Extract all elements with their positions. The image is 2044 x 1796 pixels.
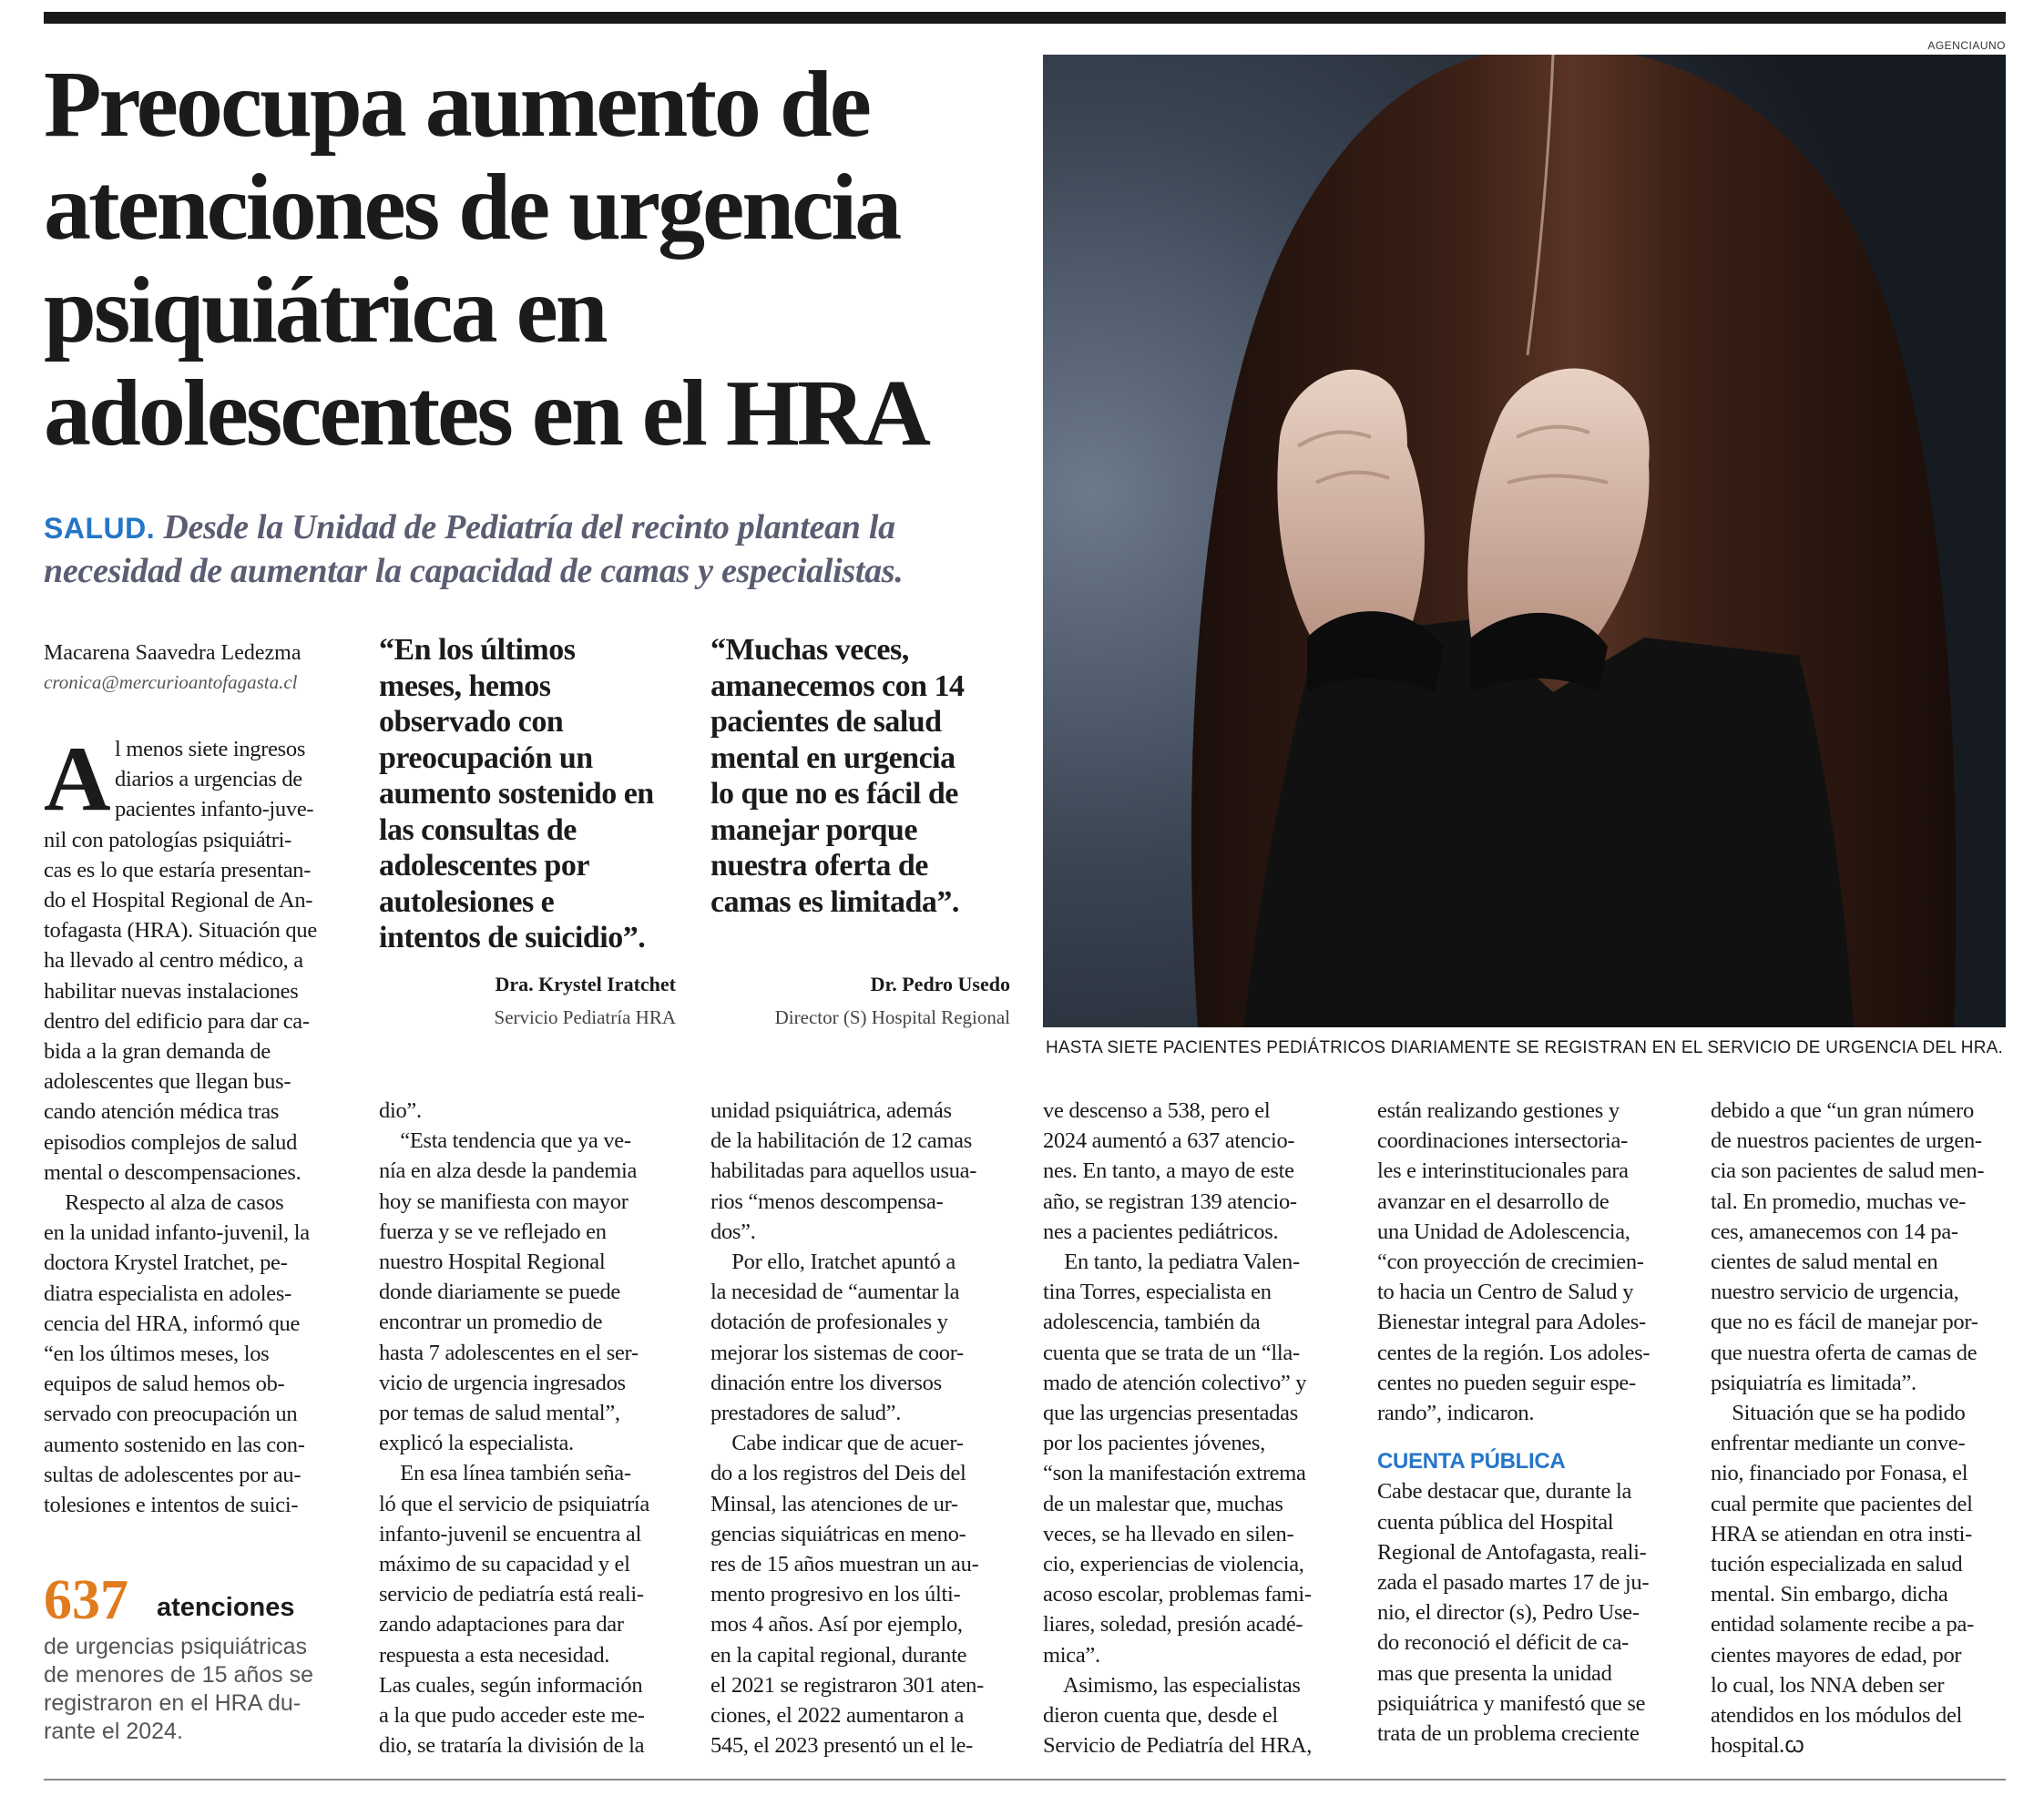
- stat-line: de urgencias psiquiátricas: [44, 1634, 308, 1659]
- quote-line: lo que no es fácil de: [710, 777, 958, 811]
- body-line: entidad solamente recibe a pa-: [1711, 1612, 1974, 1638]
- body-line: psiquiatría es limitada”.: [1711, 1370, 1916, 1395]
- body-line: mental. Sin embargo, dicha: [1711, 1582, 1948, 1607]
- stat-line: rante el 2024.: [44, 1719, 183, 1744]
- body-line: mental o descompensaciones.: [44, 1159, 301, 1185]
- body-line: una Unidad de Adolescencia,: [1377, 1219, 1630, 1244]
- body-line: dos”.: [710, 1219, 756, 1244]
- body-line: ciones, el 2022 aumentaron a: [710, 1703, 965, 1729]
- body-line: Minsal, las atenciones de ur-: [710, 1491, 958, 1516]
- body-line: cas es lo que estaría presentan-: [44, 857, 312, 883]
- body-line: centes no pueden seguir espe-: [1377, 1370, 1636, 1395]
- body-line: veces, se ha llevado en silen-: [1043, 1521, 1294, 1546]
- headline: [44, 53, 1027, 464]
- body-line: por temas de salud mental”,: [379, 1401, 620, 1426]
- body-line: atendidos en los módulos del: [1711, 1703, 1963, 1729]
- quote-line: aumento sostenido en: [379, 777, 654, 811]
- bottom-rule: [44, 1779, 2006, 1781]
- body-line: lo cual, los NNA deben ser: [1711, 1672, 1945, 1698]
- body-line: que no es fácil de manejar por-: [1711, 1310, 1978, 1335]
- body-line: nuestro Hospital Regional: [379, 1250, 606, 1275]
- body-line-final: [1711, 1730, 2006, 1760]
- stat-number: 637: [44, 1569, 128, 1631]
- body-line: “con proyección de crecimien-: [1377, 1250, 1644, 1275]
- pull-quote-usedo: [710, 632, 1011, 920]
- body-line: doctora Krystel Iratchet, pe-: [44, 1250, 288, 1276]
- body-line: Asimismo, las especialistas: [1043, 1672, 1301, 1698]
- body-line: que nuestra oferta de camas de: [1711, 1340, 1978, 1365]
- quote-line: manejar porque: [710, 812, 917, 847]
- photo-illustration: [1043, 55, 2006, 1027]
- quote-line: “En los últimos: [379, 633, 576, 667]
- body-line: tolesiones e intentos de suici-: [44, 1493, 299, 1518]
- body-line: cio, experiencias de violencia,: [1043, 1552, 1304, 1577]
- quote-line: pacientes de salud: [710, 705, 942, 739]
- body-line: nía en alza desde la pandemia: [379, 1158, 638, 1184]
- lead-paragraph: [44, 506, 1027, 593]
- quote-line: adolescentes por: [379, 849, 589, 883]
- body-line: nes a pacientes pediátricos.: [1043, 1219, 1279, 1244]
- body-line: encontrar un promedio de: [379, 1310, 603, 1335]
- body-column-4: [1043, 1096, 1344, 1760]
- body-line: HRA se atiendan en otra insti-: [1711, 1521, 1972, 1546]
- quote-line: intentos de suicidio”.: [379, 921, 646, 954]
- stat-description: [44, 1633, 344, 1746]
- body-line: liares, soledad, presión acadé-: [1043, 1612, 1303, 1638]
- body-line: res de 15 años muestran un au-: [710, 1552, 979, 1577]
- body-line: tina Torres, especialista en: [1043, 1280, 1272, 1305]
- body-line: rios “menos descompensa-: [710, 1189, 944, 1214]
- body-line: nil con patologías psiquiátri-: [44, 827, 292, 852]
- body-line: nes. En tanto, a mayo de este: [1043, 1158, 1294, 1184]
- headline-line: adolescentes en el HRA: [44, 361, 928, 465]
- body-column-3: [710, 1096, 1011, 1760]
- body-line: unidad psiquiátrica, además: [710, 1098, 952, 1123]
- top-rule: [44, 12, 2006, 24]
- body-line: les e interinstitucionales para: [1377, 1158, 1629, 1184]
- body-line: Cabe indicar que de acuer-: [710, 1431, 964, 1456]
- body-line: zando adaptaciones para dar: [379, 1612, 624, 1638]
- body-line: explicó la especialista.: [379, 1431, 574, 1456]
- body-line: mas que presenta la unidad: [1377, 1660, 1612, 1686]
- body-line: mado de atención colectivo” y: [1043, 1370, 1307, 1395]
- stat-line: registraron en el HRA du-: [44, 1690, 301, 1716]
- quote-line: las consultas de: [379, 812, 577, 847]
- body-line: nuestro servicio de urgencia,: [1711, 1280, 1959, 1305]
- body-line: 2024 aumentó a 637 atencio-: [1043, 1128, 1295, 1154]
- body-line: l menos siete ingresos: [115, 737, 306, 761]
- body-line: hoy se manifiesta con mayor: [379, 1189, 629, 1214]
- body-line: el 2021 se registraron 301 aten-: [710, 1672, 984, 1698]
- body-line: centes de la región. Los adoles-: [1377, 1340, 1651, 1365]
- body-column-1: [44, 728, 344, 1520]
- body-line: diarios a urgencias de: [115, 767, 302, 792]
- spacer: [1377, 1428, 1678, 1446]
- body-line: diatra especialista en adoles-: [44, 1281, 291, 1306]
- body-line: cando atención médica tras: [44, 1099, 280, 1125]
- pull-quote-iratchet: [379, 632, 680, 956]
- body-line: trata de un problema creciente: [1377, 1721, 1640, 1747]
- body-line: dinación entre los diversos: [710, 1370, 942, 1395]
- body-line: habilitar nuevas instalaciones: [44, 978, 299, 1004]
- body-line: cuenta pública del Hospital: [1377, 1509, 1614, 1535]
- end-mark-icon: ꞷ: [1784, 1733, 1804, 1759]
- body-line: episodios complejos de salud: [44, 1129, 298, 1155]
- drop-cap: A: [44, 728, 111, 831]
- stat-line: de menores de 15 años se: [44, 1662, 314, 1688]
- byline-email[interactable]: cronica@mercurioantofagasta.cl: [44, 671, 298, 693]
- body-line: máximo de su capacidad y el: [379, 1552, 630, 1577]
- body-line: do reconoció el déficit de ca-: [1377, 1630, 1630, 1656]
- body-line: bida a la gran demanda de: [44, 1039, 271, 1065]
- body-line: dio, se trataría la división de la: [379, 1733, 645, 1759]
- body-line: dieron cuenta que, desde el: [1043, 1703, 1278, 1729]
- quote-attribution-name: Dra. Krystel Iratchet: [495, 973, 676, 995]
- body-line: debido a que “un gran número: [1711, 1098, 1974, 1123]
- body-column-5: [1377, 1096, 1678, 1749]
- body-line: En esa línea también seña-: [379, 1461, 631, 1486]
- body-line: dio”.: [379, 1098, 422, 1123]
- body-line: adolescencia, también da: [1043, 1310, 1261, 1335]
- body-line: nio, el director (s), Pedro Use-: [1377, 1600, 1640, 1626]
- body-line: adolescentes que llegan bus-: [44, 1069, 291, 1095]
- body-line: a la que pudo acceder este me-: [379, 1703, 645, 1729]
- body-line: mos 4 años. Así por ejemplo,: [710, 1612, 963, 1638]
- lead-kicker: SALUD.: [44, 512, 156, 545]
- body-line: en la unidad infanto-juvenil, la: [44, 1220, 310, 1246]
- body-line: prestadores de salud”.: [710, 1401, 902, 1426]
- body-line: ló que el servicio de psiquiatría: [379, 1491, 649, 1516]
- quote-line: “Muchas veces,: [710, 633, 909, 667]
- body-line: infanto-juvenil se encuentra al: [379, 1521, 641, 1546]
- body-line: por los pacientes jóvenes,: [1043, 1431, 1265, 1456]
- body-line: “son la manifestación extrema: [1043, 1461, 1306, 1486]
- body-line: acoso escolar, problemas fami-: [1043, 1582, 1312, 1607]
- body-line: Situación que se ha podido: [1711, 1401, 1966, 1426]
- body-line: Las cuales, según información: [379, 1672, 643, 1698]
- body-line: dotación de profesionales y: [710, 1310, 948, 1335]
- body-line: nio, financiado por Fonasa, el: [1711, 1461, 1968, 1486]
- quote-line: meses, hemos: [379, 668, 551, 703]
- body-line: vicio de urgencia ingresados: [379, 1370, 626, 1395]
- quote-attribution-role: Director (S) Hospital Regional: [774, 1006, 1010, 1028]
- body-line: habilitadas para aquellos usua-: [710, 1158, 977, 1184]
- body-line: pacientes infanto-juve-: [115, 797, 314, 822]
- body-column-6: [1711, 1096, 2006, 1760]
- body-line: tal. En promedio, muchas ve-: [1711, 1189, 1967, 1214]
- headline-line: Preocupa aumento de: [44, 52, 869, 157]
- quote-line: camas es limitada”.: [710, 884, 959, 919]
- body-line: de un malestar que, muchas: [1043, 1491, 1283, 1516]
- body-line: gencias siquiátricas en meno-: [710, 1521, 966, 1546]
- byline-author: Macarena Saavedra Ledezma: [44, 641, 301, 665]
- body-line: “en los últimos meses, los: [44, 1342, 270, 1367]
- body-line: tución especializada en salud: [1711, 1552, 1963, 1577]
- body-line: dentro del edificio para dar ca-: [44, 1008, 310, 1034]
- quote-attribution-name: Dr. Pedro Usedo: [870, 973, 1010, 995]
- body-line: Cabe destacar que, durante la: [1377, 1479, 1632, 1505]
- body-line: ha llevado al centro médico, a: [44, 948, 303, 974]
- body-line: Por ello, Iratchet apuntó a: [710, 1250, 956, 1275]
- body-line: cientes de salud mental en: [1711, 1250, 1938, 1275]
- quote-line: preocupación un: [379, 740, 593, 775]
- photo-credit: AGENCIAUNO: [1927, 39, 2006, 52]
- body-line: servicio de pediatría está reali-: [379, 1582, 644, 1607]
- body-line: enfrentar mediante un conve-: [1711, 1431, 1966, 1456]
- body-line: Servicio de Pediatría del HRA,: [1043, 1733, 1313, 1759]
- lead-line-2: necesidad de aumentar la capacidad de camas y especialistas.: [44, 552, 904, 590]
- body-line: 545, el 2023 presentó un el le-: [710, 1733, 974, 1759]
- body-line: están realizando gestiones y: [1377, 1098, 1620, 1123]
- section-subhead: CUENTA PÚBLICA: [1377, 1449, 1566, 1475]
- body-line: mica”.: [1043, 1642, 1100, 1668]
- quote-line: amanecemos con 14: [710, 668, 965, 703]
- body-line: psiquiátrica y manifestó que se: [1377, 1690, 1646, 1716]
- body-line: sultas de adolescentes por au-: [44, 1462, 301, 1487]
- lead-text-1: Desde la Unidad de Pediatría del recinto plantean la: [163, 508, 895, 546]
- body-line: año, se registran 139 atencio-: [1043, 1189, 1297, 1214]
- body-line: coordinaciones intersectoria-: [1377, 1128, 1628, 1154]
- body-line: aumento sostenido en las con-: [44, 1432, 305, 1457]
- body-line: ve descenso a 538, pero el: [1043, 1098, 1271, 1123]
- body-line: cual permite que pacientes del: [1711, 1491, 1973, 1516]
- body-line: “Esta tendencia que ya ve-: [379, 1128, 631, 1154]
- body-line: cencia del HRA, informó que: [44, 1311, 301, 1336]
- body-line: de nuestros pacientes de urgen-: [1711, 1128, 1982, 1154]
- quote-line: mental en urgencia: [710, 740, 956, 775]
- body-line: rando”, indicaron.: [1377, 1401, 1535, 1426]
- body-line: equipos de salud hemos ob-: [44, 1372, 285, 1397]
- body-line: Regional de Antofagasta, reali-: [1377, 1539, 1647, 1565]
- body-line: la necesidad de “aumentar la: [710, 1280, 960, 1305]
- body-line-end: hospital.: [1711, 1733, 1785, 1759]
- body-line: Bienestar integral para Adoles-: [1377, 1310, 1646, 1335]
- body-line: mejorar los sistemas de coor-: [710, 1340, 964, 1365]
- body-line: ces, amanecemos con 14 pa-: [1711, 1219, 1958, 1244]
- body-line: zada el pasado martes 17 de ju-: [1377, 1570, 1650, 1596]
- article-photo: [1043, 55, 2006, 1027]
- body-line: do el Hospital Regional de An-: [44, 888, 313, 913]
- quote-line: observado con: [379, 705, 564, 739]
- body-line: avanzar en el desarrollo de: [1377, 1189, 1610, 1214]
- headline-line: atenciones de urgencia: [44, 155, 900, 260]
- body-line: fuerza y se ve reflejado en: [379, 1219, 607, 1244]
- body-line: en la capital regional, durante: [710, 1642, 967, 1668]
- photo-caption: HASTA SIETE PACIENTES PEDIÁTRICOS DIARIAMENTE SE REGISTRAN EN EL SERVICIO DE URGENCIA DEL HRA.: [1046, 1038, 2003, 1057]
- quote-attribution-role: Servicio Pediatría HRA: [494, 1006, 676, 1028]
- body-line: cia son pacientes de salud men-: [1711, 1158, 1985, 1184]
- body-line: to hacia un Centro de Salud y: [1377, 1280, 1634, 1305]
- body-column-2: [379, 1096, 680, 1760]
- body-line: Respecto al alza de casos: [44, 1190, 284, 1216]
- quote-line: autolesiones e: [379, 884, 555, 919]
- body-line: tofagasta (HRA). Situación que: [44, 918, 317, 944]
- body-line: respuesta a esta necesidad.: [379, 1642, 610, 1668]
- body-line: donde diariamente se puede: [379, 1280, 620, 1305]
- body-line: cientes mayores de edad, por: [1711, 1642, 1962, 1668]
- stat-unit: atenciones: [157, 1593, 295, 1622]
- body-line: En tanto, la pediatra Valen-: [1043, 1250, 1300, 1275]
- body-line: que las urgencias presentadas: [1043, 1401, 1298, 1426]
- body-line: servado con preocupación un: [44, 1402, 298, 1427]
- body-line: hasta 7 adolescentes en el ser-: [379, 1340, 639, 1365]
- body-line: do a los registros del Deis del: [710, 1461, 966, 1486]
- headline-line: psiquiátrica en: [44, 258, 606, 362]
- body-line: cuenta que se trata de un “lla-: [1043, 1340, 1300, 1365]
- quote-line: nuestra oferta de: [710, 849, 928, 883]
- body-line: mento progresivo en los últi-: [710, 1582, 961, 1607]
- body-line: de la habilitación de 12 camas: [710, 1128, 972, 1154]
- lead-line-1: [44, 506, 1027, 550]
